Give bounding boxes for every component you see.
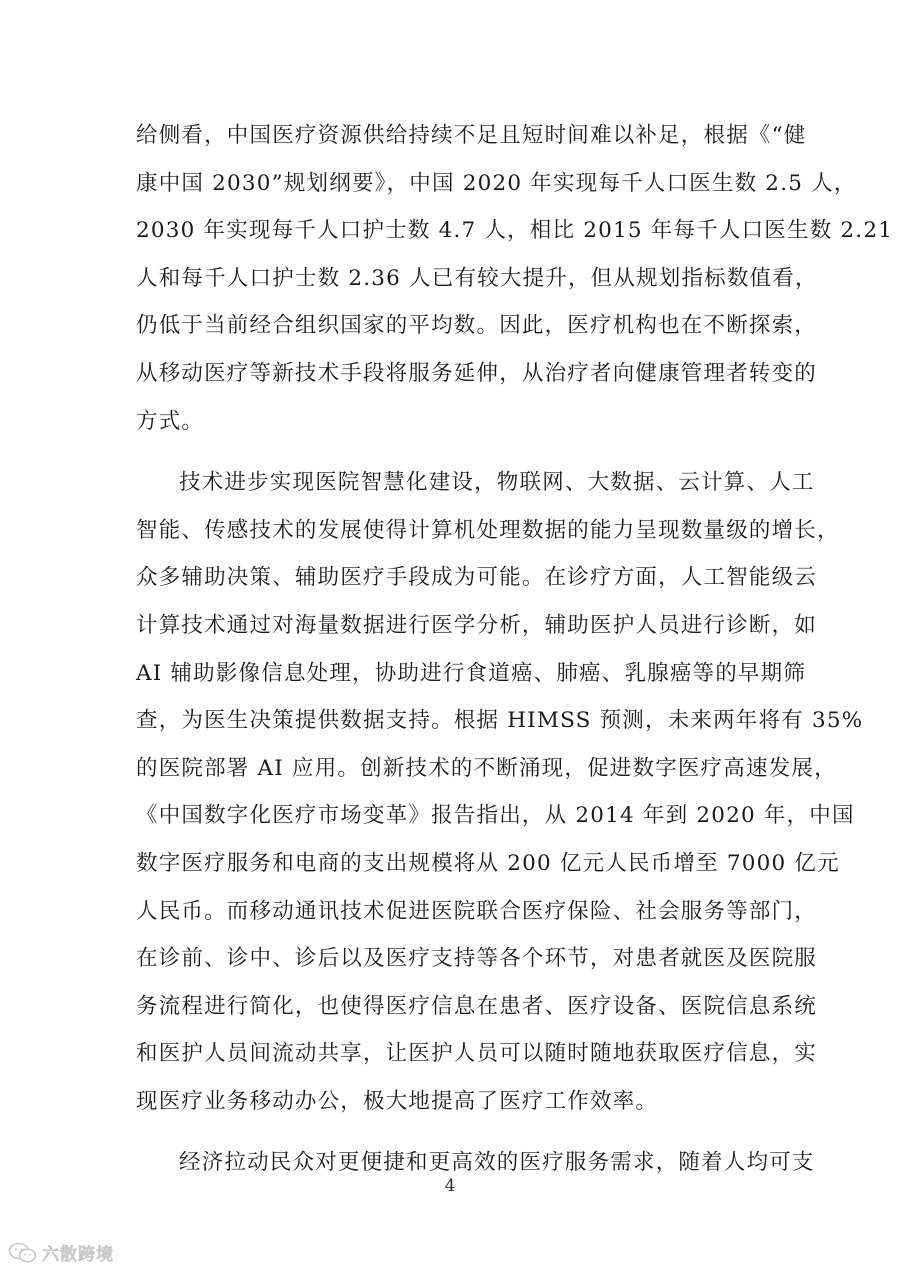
text-line: 众多辅助决策、辅助医疗手段成为可能。在诊疗方面，人工智能级云 (136, 565, 818, 591)
text-line: 《中国数字化医疗市场变革》报告指出，从 2014 年到 2020 年，中国 (136, 803, 855, 829)
page-number: 4 (444, 1176, 456, 1196)
text-line: 计算技术通过对海量数据进行医学分析，辅助医护人员进行诊断，如 (136, 612, 818, 638)
watermark (8, 1240, 114, 1265)
text-line: 查，为医生决策提供数据支持。根据 HIMSS 预测，未来两年将有 35% (136, 708, 864, 734)
text-line: 人民币。而移动通讯技术促进医院联合医疗保险、社会服务等部门， (136, 898, 818, 924)
text-line: 和医护人员间流动共享，让医护人员可以随时随地获取医疗信息，实 (136, 1041, 818, 1067)
paragraph-1 (136, 112, 894, 445)
text-line: 从移动医疗等新技术手段将服务延伸，从治疗者向健康管理者转变的 (136, 360, 818, 386)
text-line: 数字医疗服务和电商的支出规模将从 200 亿元人民币增至 7000 亿元 (136, 850, 840, 876)
text-line: 康中国 2030”规划纲要》，中国 2020 年实现每千人口医生数 2.5 人， (136, 170, 857, 196)
text-line: 给侧看，中国医疗资源供给持续不足且短时间难以补足，根据《“健 (136, 123, 807, 148)
watermark-text: 六散跨境 (42, 1245, 114, 1265)
wechat-logo-icon (8, 1241, 38, 1265)
text-line: 方式。 (136, 408, 205, 434)
text-line: 的医院部署 AI 应用。创新技术的不断涌现，促进数字医疗高速发展， (136, 755, 837, 781)
text-line: 务流程进行简化，也使得医疗信息在患者、医疗设备、医院信息系统 (136, 993, 818, 1019)
text-line: 技术进步实现医院智慧化建设，物联网、大数据、云计算、人工 (179, 470, 815, 496)
text-line: 人和每千人口护士数 2.36 人已有较大提升，但从规划指标数值看， (136, 265, 818, 291)
text-line: 2030 年实现每千人口护士数 4.7 人，相比 2015 年每千人口医生数 2.21 (136, 218, 894, 244)
text-line: 经济拉动民众对更便捷和更高效的医疗服务需求，随着人均可支 (179, 1150, 815, 1176)
text-line: 现医疗业务移动办公，极大地提高了医疗工作效率。 (136, 1088, 659, 1114)
body-text (136, 112, 894, 1187)
text-line: 仍低于当前经合组织国家的平均数。因此，医疗机构也在不断探索， (136, 313, 818, 339)
text-line: AI 辅助影像信息处理，协助进行食道癌、肺癌、乳腺癌等的早期筛 (136, 660, 807, 686)
paragraph-2 (136, 459, 864, 1125)
text-line: 在诊前、诊中、诊后以及医疗支持等各个环节，对患者就医及医院服 (136, 946, 818, 972)
text-line: 智能、传感技术的发展使得计算机处理数据的能力呈现数量级的增长， (136, 517, 840, 543)
